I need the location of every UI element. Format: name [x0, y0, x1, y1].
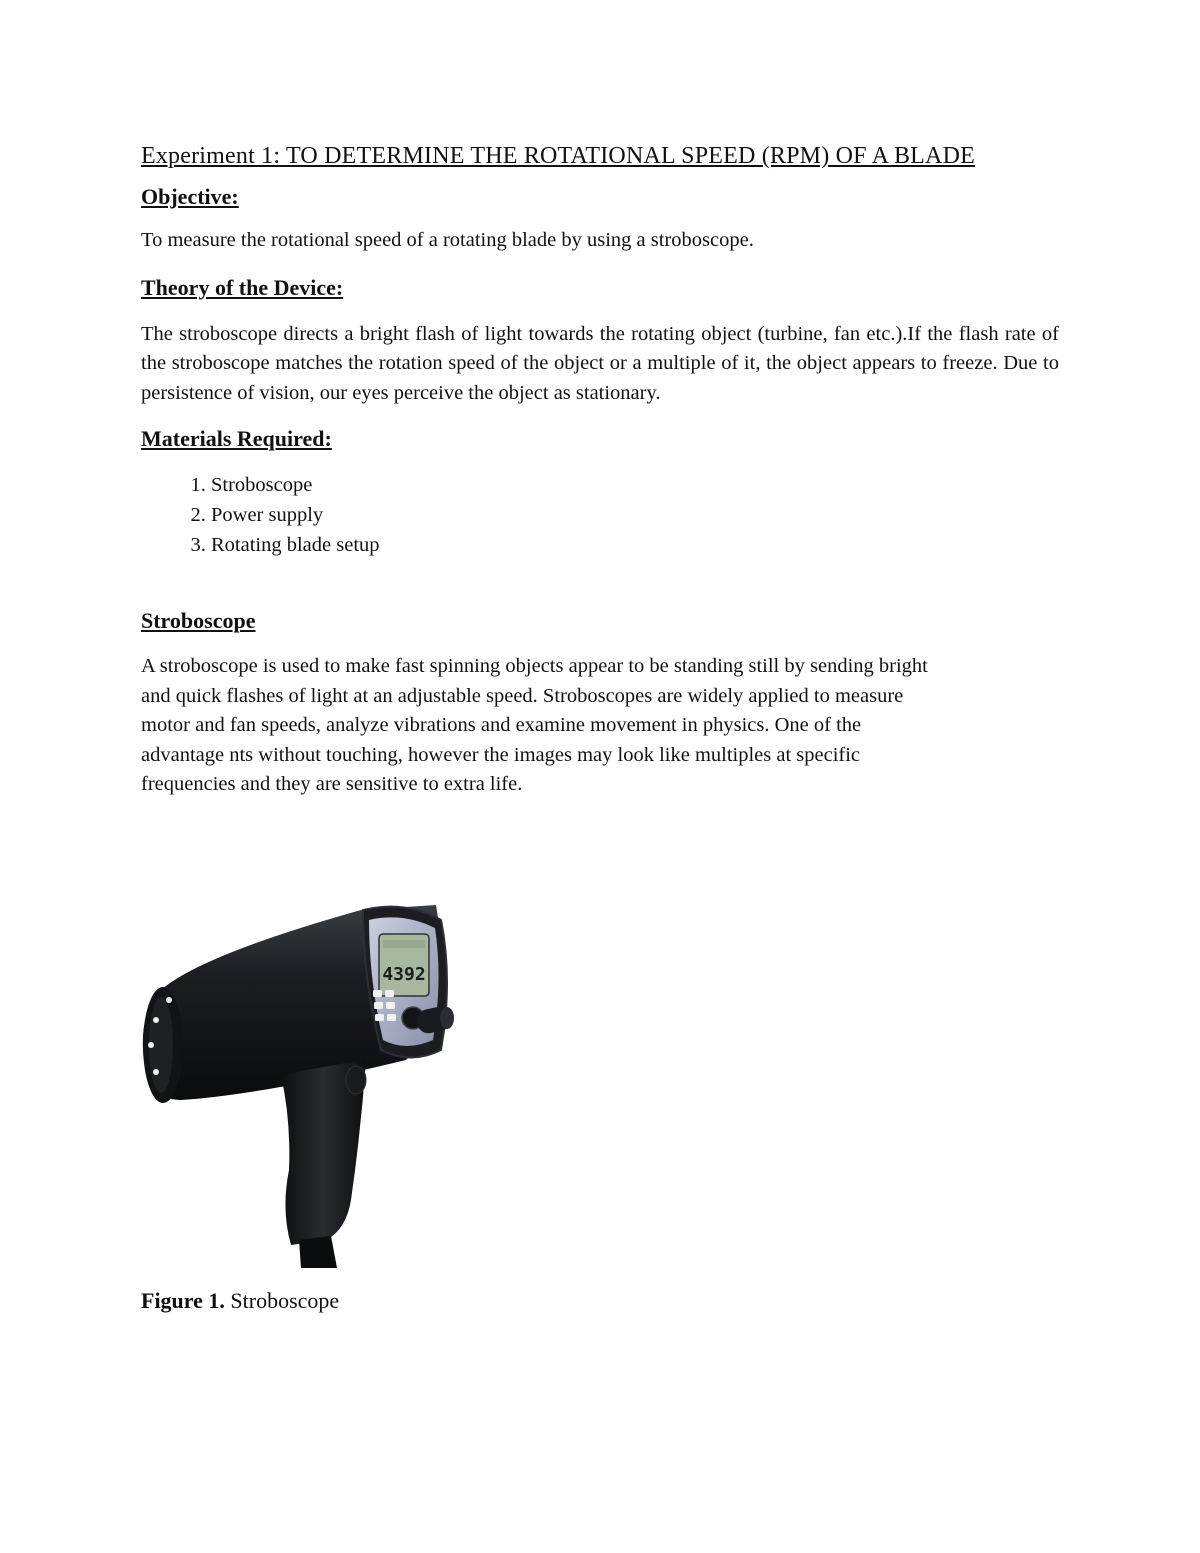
theory-text: The stroboscope directs a bright flash of light towards the rotating object (turbine, fan etc.).If the flash rate of the stroboscope matches the rotation speed of the object or a multiple of it, the object appears to freeze. Due to persistence of vision, our eyes perceive the object as stationary.: [141, 322, 1059, 404]
materials-item: 2. Power supply: [211, 500, 1059, 530]
objective-text: To measure the rotational speed of a rotating blade by using a stroboscope.: [141, 229, 754, 251]
stroboscope-text-line: frequencies and they are sensitive to extra life.: [141, 773, 523, 795]
stroboscope-text-line: A stroboscope is used to make fast spinning objects appear to be standing still by sending bright: [141, 655, 928, 677]
objective-heading: Objective:: [141, 184, 239, 209]
stroboscope-text-line: motor and fan speeds, analyze vibrations and examine movement in physics. One of the: [141, 714, 862, 736]
stroboscope-heading: Stroboscope: [141, 608, 256, 633]
experiment-title: Experiment 1: TO DETERMINE THE ROTATIONAL SPEED (RPM) OF A BLADE: [141, 143, 975, 169]
stroboscope-figure: [141, 900, 471, 1270]
stroboscope-text: [141, 652, 1051, 800]
display-reading: 4392: [382, 964, 426, 985]
theory-heading: Theory of the Device:: [141, 274, 344, 300]
materials-heading: Materials Required:: [141, 426, 332, 451]
figure-caption-label: Figure 1.: [141, 1288, 225, 1313]
stroboscope-image: [141, 900, 471, 1270]
stroboscope-text-line: and quick flashes of light at an adjustable speed. Stroboscopes are widely applied to measure: [141, 684, 904, 707]
figure-caption: [141, 1286, 339, 1316]
document-body: [141, 140, 1059, 800]
materials-item: 3. Rotating blade setup: [211, 530, 1059, 560]
figure-caption-text: Stroboscope: [224, 1288, 340, 1313]
materials-list: [141, 470, 1059, 560]
stroboscope-text-line: advantage nts without touching, however the images may look like multiples at specific: [141, 743, 861, 766]
materials-item: 1. Stroboscope: [211, 470, 1059, 500]
